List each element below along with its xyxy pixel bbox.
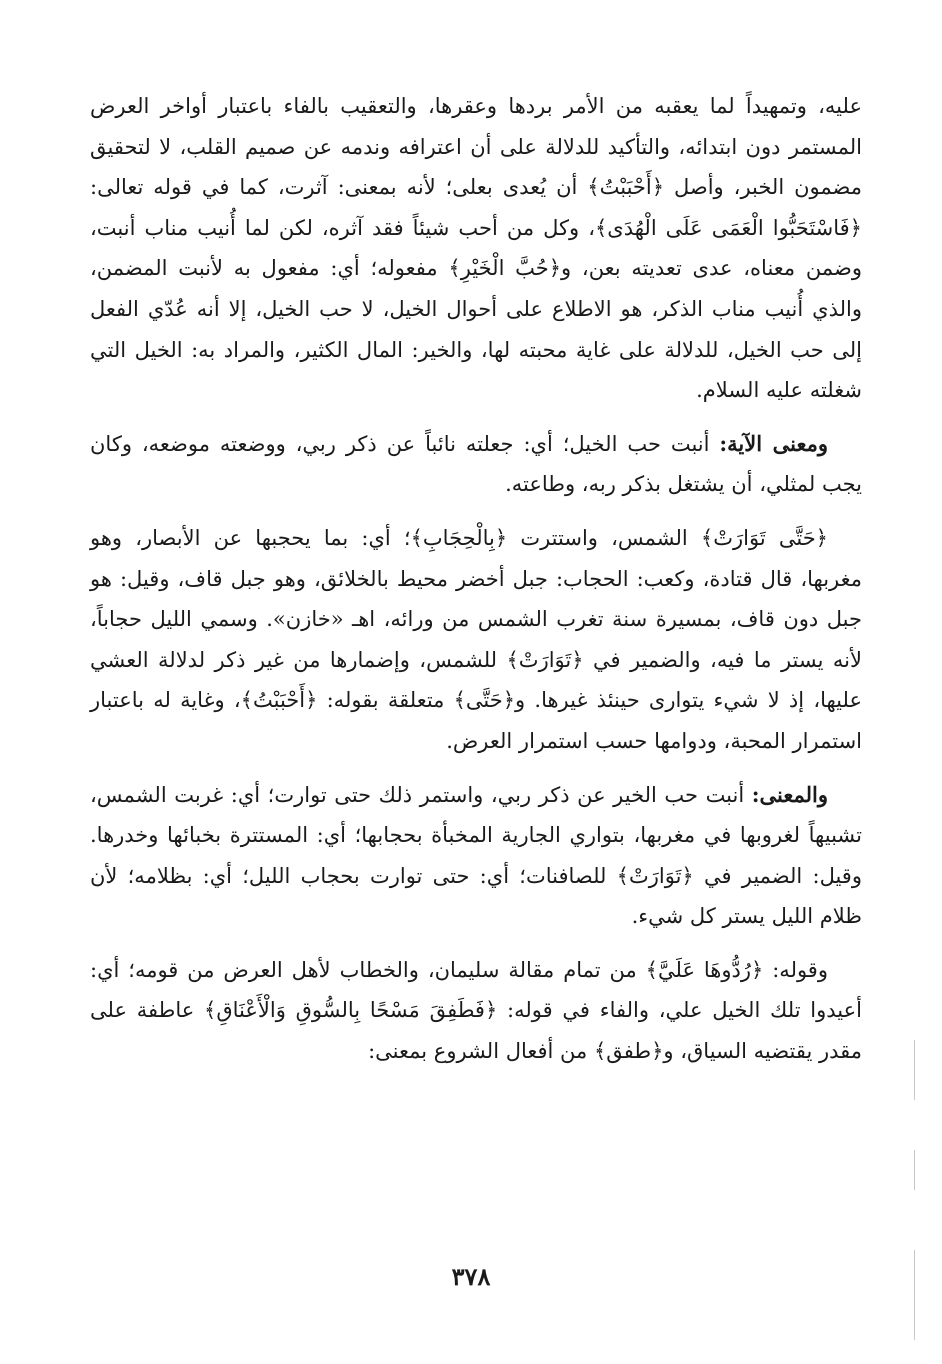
page-body <box>90 86 862 1072</box>
scan-edge-mark <box>914 1250 915 1340</box>
paragraph-3 <box>90 518 862 762</box>
paragraph-text: ﴿حَتَّى تَوَارَتْ﴾ الشمس، واستترت ﴿بِالْحِجَابِ﴾؛ أي: بما يحجبها عن الأبصار، وهو مغربها، قال قتادة، وكعب: الحجاب: جبل أخضر محيط بالخلائق، وهو جبل قاف، وقيل: هو جبل دون قاف، بمسيرة سنة تغرب الشمس من ورائه، اهـ «خازن». وسمي الليل حجاباً، لأنه يستر ما فيه، والضمير في ﴿تَوَارَتْ﴾ للشمس، وإضمارها من غير ذكر لدلالة العشي عليها، إذ لا شيء يتوارى حينئذ غيرها. و﴿حَتَّى﴾ متعلقة بقوله: ﴿أَحْبَبْتُ﴾، وغاية له باعتبار استمرار المحبة، ودوامها حسب استمرار العرض. <box>90 525 862 753</box>
paragraph-lead: والمعنى: <box>751 781 828 807</box>
paragraph-4 <box>90 775 862 937</box>
paragraph-text: وقوله: ﴿رُدُّوهَا عَلَيَّ﴾ من تمام مقالة سليمان، والخطاب لأهل العرض من قومه؛ أي: أعيدوا تلك الخيل علي، والفاء في قوله: ﴿فَطَفِقَ مَسْحًا بِالسُّوقِ وَالْأَعْنَاقِ﴾ عاطفة على مقدر يقتضيه السياق، و﴿طفق﴾ من أفعال الشروع بمعنى: <box>90 957 862 1064</box>
scan-edge-mark <box>914 1040 915 1100</box>
paragraph-text: أنبت حب الخيل؛ أي: جعلته نائباً عن ذكر ربي، ووضعته موضعه، وكان يجب لمثلي، أن يشتغل بذكر ربه، وطاعته. <box>90 431 862 497</box>
scan-edge-mark <box>914 1150 915 1190</box>
paragraph-2 <box>90 424 862 505</box>
page-number: ٣٧٨ <box>451 1262 491 1291</box>
paragraph-text: أنبت حب الخير عن ذكر ربي، واستمر ذلك حتى توارت؛ أي: غربت الشمس، تشبيهاً لغروبها في مغربها، بتواري الجارية المخبأة بحجابها؛ أي: المستترة بخبائها وخدرها. وقيل: الضمير في ﴿تَوَارَتْ﴾ للصافنات؛ أي: حتى توارت بحجاب الليل؛ أي: بظلامه؛ لأن ظلام الليل يستر كل شيء. <box>90 782 862 929</box>
paragraph-1 <box>90 86 862 411</box>
paragraph-5 <box>90 950 862 1072</box>
paragraph-text: عليه، وتمهيداً لما يعقبه من الأمر بردها وعقرها، والتعقيب بالفاء باعتبار أواخر العرض المستمر دون ابتدائه، والتأكيد للدلالة على أن اعترافه وندمه عن صميم القلب، لا لتحقيق مضمون الخبر، وأصل ﴿أَحْبَبْتُ﴾ أن يُعدى بعلى؛ لأنه بمعنى: آثرت، كما في قوله تعالى: ﴿فَاسْتَحَبُّوا الْعَمَى عَلَى الْهُدَى﴾، وكل من أحب شيئاً فقد آثره، لكن لما أُنيب مناب أنبت، وضمن معناه، عدى تعديته بعن، و﴿حُبَّ الْخَيْرِ﴾ مفعوله؛ أي: مفعول به لأنبت المضمن، والذي أُنيب مناب الذكر، هو الاطلاع على أحوال الخيل، لا حب الخيل، إلا أنه عُدّي الفعل إلى حب الخيل، للدلالة على غاية محبته لها، والخير: المال الكثير، والمراد به: الخيل التي شغلته عليه السلام. <box>90 94 862 403</box>
paragraph-lead: ومعنى الآية: <box>719 430 828 456</box>
